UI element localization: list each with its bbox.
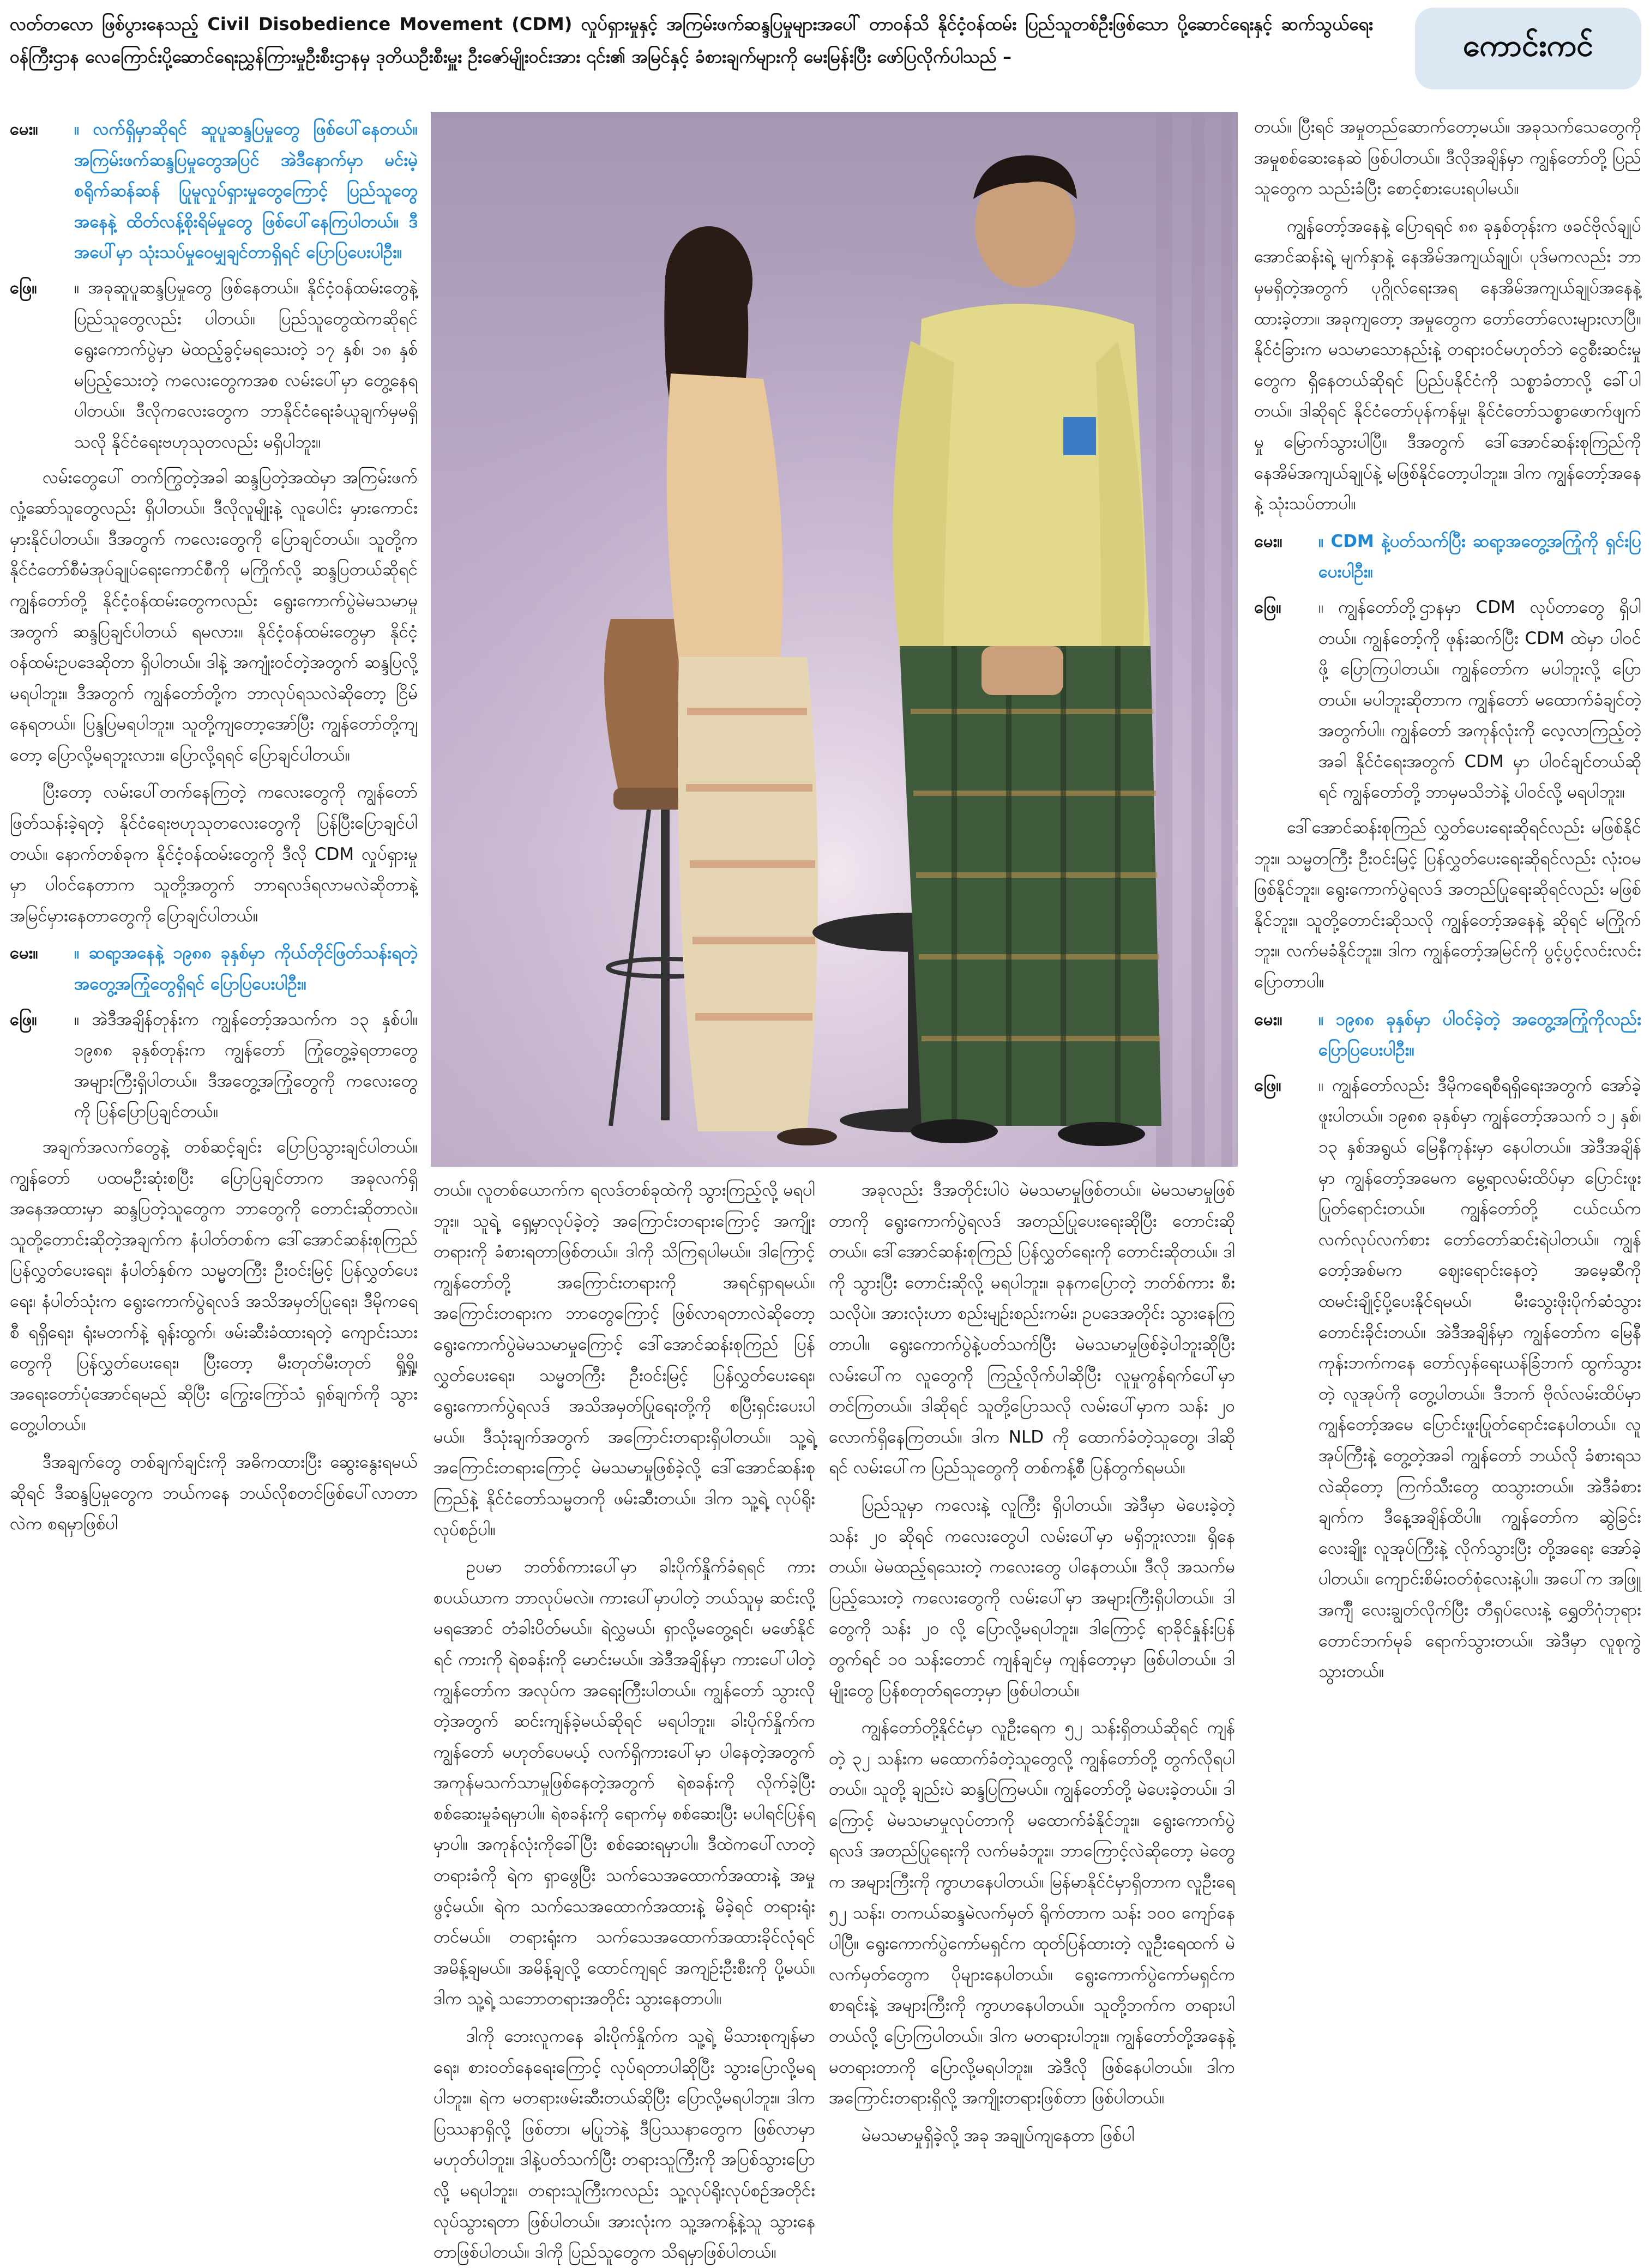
answer-text: ။ ကျွန်တော်လည်း ဒီမိုကရေစီရရှိရေးအတွက် အော်ခဲ့ဖူးပါတယ်။ ၁၉၈၈ ခုနှစ်မှာ ကျွန်တော့်အသက် ၁၂ နှစ်၊ ၁၃ နှစ်အရွယ် မြေနီကုန်းမှာ နေပါတယ်။ အဲဒီအချိန်မှာ ကျွန်တော့်အမေက မွေ့ရာလမ်းထိပ်မှာ ပြောင်းဖူးပြုတ်ရောင်းတယ်။ ကျွန်တော်တို့ ငယ်ငယ်က လက်လုပ်လက်စား တော်တော်ဆင်းရဲပါတယ်။ ကျွန်တော့်အစ်မက ဈေးရောင်းနေတဲ့ အမေ့ဆီကို ထမင်းချိုင့်ပို့ပေးနိုင်ရမယ်၊ မီးသွေးဖိုးပိုက်ဆံသွားတောင်းခိုင်းတယ်။ အဲဒီအချိန်မှာ ကျွန်တော်က မြေနီကုန်းဘက်ကနေ တော်လှန်ရေးယန်ခြံဘက် ထွက်သွားတဲ့ လူအုပ်ကို တွေ့ပါတယ်။ ဒီဘက် ဗိုလ်လမ်းထိပ်မှာ ကျွန်တော့်အမေ ပြောင်းဖူးပြုတ်ရောင်းနေပါတယ်။ လူအုပ်ကြီးနဲ့ တွေ့တဲ့အခါ ကျွန်တော် ဘယ်လို ခံစားရသလဲဆိုတော့ ကြက်သီးတွေ ထသွားတယ်။ အဲဒီခံစားချက်က ဒီနေ့အချိန်ထိပါ။ ကျွန်တော်က ဆွဲခြင်းလေးချိုး လူအုပ်ကြီးနဲ့ လိုက်သွားပြီး တို့အရေး အော်ခဲ့ပါတယ်။ ကျောင်းစိမ်းဝတ်စုံလေးနဲ့ပါ။ အပေါ်က အဖြူအက်ျီ လေးချွတ်လိုက်ပြီး တီရှပ်လေးနဲ့ ရွှေတိဂုံဘုရား တောင်ဘက်မုခ် ရောက်သွားတယ်။ အဲဒီမှာ လူစုကွဲသွားတယ်။: [1318, 1075, 1641, 1682]
question-label: မေး။: [1254, 531, 1282, 551]
paragraph: အချက်အလက်တွေနဲ့ တစ်ဆင့်ချင်း ပြောပြသွားချင်ပါတယ်။ ကျွန်တော် ပထမဦးဆုံးစပြီး ပြောပြချင်တာက အခုလက်ရှိအနေအထားမှာ ဆန္ဒပြတဲ့သူတွေက ဘာတွေကို တောင်းဆိုတာလဲ။ သူတို့တောင်းဆိုတဲ့အချက်က နံပါတ်တစ်က ဒေါ်အောင်ဆန်းစုကြည် ပြန်လွှတ်ပေးရေး၊ နံပါတ်နှစ်က သမ္မတကြီး ဦးဝင်းမြင့် ပြန်လွှတ်ပေးရေး၊ နံပါတ်သုံးက ရွေးကောက်ပွဲရလဒ် အသိအမှတ်ပြုရေး၊ ဒီမိုကရေစီ ရရှိရေး၊ ရုံးမတက်နဲ့ ရုန်းထွက်၊ ဖမ်းဆီးခံထားရတဲ့ ကျောင်းသားတွေကို ပြန်လွှတ်ပေးရေး၊ ပြီးတော့ မီးတုတ်မီးတုတ် ရှို့ရှို့၊ အရေးတော်ပုံအောင်ရမည် ဆိုပြီး ကြွေးကြော်သံ ရှစ်ချက်ကို သွားတွေ့ပါတယ်။: [10, 1137, 418, 1435]
paragraph: တယ်။ လူတစ်ယောက်က ရလဒ်တစ်ခုထဲကို သွားကြည့်လို့ မရပါဘူး။ သူရဲ့ ရှေ့မှာလုပ်ခဲ့တဲ့ အကြောင်းတရားကြောင့် အကျိုးတရားကို ခံစားရတာဖြစ်တယ်။ ဒါကို သိကြရပါမယ်။ ဒါကြောင့် ကျွန်တော်တို့ အကြောင်းတရားကို အရင်ရှာရမယ်။ အကြောင်းတရားက ဘာတွေကြောင့် ဖြစ်လာရတာလဲဆိုတော့ ရွေးကောက်ပွဲမဲမသမာမှုကြောင့် ဒေါ်အောင်ဆန်းစုကြည် ပြန်လွှတ်ပေးရေး၊ သမ္မတကြီး ဦးဝင်းမြင့် ပြန်လွှတ်ပေးရေး၊ ရွေးကောက်ပွဲရလဒ် အသိအမှတ်ပြုရေးတို့ကို စပြီးရှင်းပေးပါမယ်။ ဒီသုံးချက်အတွက် အကြောင်းတရားရှိပါတယ်။ သူ့ရဲ့အကြောင်းတရားကြောင့် မဲမသမာမှုဖြစ်ခဲ့လို့ ဒေါ်အောင်ဆန်းစုကြည်နဲ့ နိုင်ငံတော်သမ္မတကို ဖမ်းဆီးတယ်။ ဒါက သူ့ရဲ့ လုပ်ရိုးလုပ်စဉ်ပါ။: [433, 1180, 815, 1540]
section-tag: ကောင်းကင်: [1415, 8, 1641, 89]
paragraph: ပြည်သူမှာ ကလေးနဲ့ လူကြီး ရှိပါတယ်။ အဲဒီမှာ မဲပေးခဲ့တဲ့ သန်း ၂၀ ဆိုရင် ကလေးတွေပါ လမ်းပေါ်မှာ မရှိဘူးလား။ ရှိနေတယ်။ မဲမထည့်ရသေးတဲ့ ကလေးတွေ ပါနေတယ်။ ဒီလို အသက်မပြည့်သေးတဲ့ ကလေးတွေကို လမ်းပေါ်မှာ အများကြီးရှိပါတယ်။ ဒါတွေကို သန်း ၂၀ လို့ ပြောလို့မရပါဘူး။ ဒါကြောင့် ရာခိုင်နှုန်းပြန်တွက်ရင် ၁၀ သန်းတောင် ကျန်ချင်မှ ကျန်တော့မှာ ဖြစ်ပါတယ်။ ဒါမျိုးတွေ ပြန်စတုတ်ရတော့မှာ ဖြစ်ပါတယ်။: [829, 1495, 1235, 1700]
answer-block: [10, 1004, 418, 1127]
paragraph: ပြီးတော့ လမ်းပေါ်တက်နေကြတဲ့ ကလေးတွေကို ကျွန်တော် ဖြတ်သန်းခဲ့ရတဲ့ နိုင်ငံရေးဗဟုသုတလေးတွေကို ပြန်ပြီးပြောချင်ပါတယ်။ နောက်တစ်ခုက နိုင်ငံ့ဝန်ထမ်းတွေကို ဒီလို CDM လှုပ်ရှားမှုမှာ ပါဝင်နေတာက သူတို့အတွက် ဘာရလဒ်ရလာမလဲဆိုတာနဲ့ အမြင်မှားနေတာတွေကို ပြောချင်ပါတယ်။: [10, 782, 418, 926]
question-block: [1254, 526, 1641, 588]
answer-block: [10, 273, 418, 458]
paragraph: ဒီအချက်တွေ တစ်ချက်ချင်းကို အဓိကထားပြီး ဆွေးနွေးရမယ်ဆိုရင် ဒီဆန္ဒပြမှုတွေက ဘယ်ကနေ ဘယ်လိုစတင်ဖြစ်ပေါ်လာတာလဲက စရမှာဖြစ်ပါ: [10, 1452, 418, 1534]
answer-text: ။ အဲဒီအချိန်တုန်းက ကျွန်တော့်အသက်က ၁၃ နှစ်ပါ။ ၁၉၈၈ ခုနှစ်တုန်းက ကျွန်တော် ကြုံတွေ့ခဲ့ရတာတွေ အများကြီးရှိပါတယ်။ ဒီအတွေ့အကြုံတွေကို ကလေးတွေကို ပြန်ပြောပြချင်တယ်။: [74, 1009, 418, 1122]
column-3: [829, 1175, 1235, 2145]
question-label: မေး။: [1254, 1009, 1282, 1029]
question-label: မေး။: [10, 119, 38, 139]
paragraph: ကျွန်တော့်အနေနဲ့ ပြောရရင် ၈၈ ခုနှစ်တုန်းက ဖခင်ဗိုလ်ချုပ်အောင်ဆန်းရဲ့ မျက်နှာနဲ့ နေအိမ်အကျယ်ချုပ်၊ ပုဒ်မကလည်း ဘာမှမရှိတဲ့အတွက် ပုဂ္ဂိုလ်ရေးအရ နေအိမ်အကျယ်ချုပ်အနေနဲ့ ထားခဲ့တာ။ အခုကျတော့ အမှုတွေက တော်တော်လေးများလာပြီ။ နိုင်ငံခြားက မသမာသောနည်းနဲ့ တရားဝင်မဟုတ်ဘဲ ငွေစီးဆင်းမှုတွေက ရှိနေတယ်ဆိုရင် ပြည်ပနိုင်ငံကို သစ္စာခံတာလို့ ခေါ်ပါတယ်။ ဒါဆိုရင် နိုင်ငံတော်ပုန်ကန်မှု၊ နိုင်ငံတော်သစ္စာဖောက်ဖျက်မှု မြောက်သွားပါပြီ။ ဒီအတွက် ဒေါ်အောင်ဆန်းစုကြည်ကို နေအိမ်အကျယ်ချုပ်နဲ့ မဖြစ်နိုင်တော့ပါဘူး။ ဒါက ကျွန်တော့်အနေနဲ့ သုံးသပ်တာပါ။: [1254, 216, 1641, 514]
answer-block: [1254, 1070, 1641, 1687]
question-text: ။ ၁၉၈၈ ခုနှစ်မှာ ပါဝင်ခဲ့တဲ့ အတွေ့အကြုံကိုလည်း ပြောပြပေးပါဦး။: [1318, 1009, 1641, 1060]
paragraph: မဲမသမာမှုရှိခဲ့လို့ အခု အချုပ်ကျနေတာ ဖြစ်ပါ: [862, 2125, 1135, 2145]
answer-label: ဖြေ။: [10, 1009, 37, 1029]
column-2: [433, 1175, 815, 2263]
column-1: [10, 112, 418, 2017]
answer-text: ။ ကျွန်တော်တို့ဌာနမှာ CDM လုပ်တာတွေ ရှိပါတယ်။ ကျွန်တော့်ကို ဖုန်းဆက်ပြီး CDM ထဲမှာ ပါဝင်ဖို့ ပြောကြပါတယ်။ ကျွန်တော်က မပါဘူးလို့ ပြောတယ်။ မပါဘူးဆိုတာက ကျွန်တော် မထောက်ခံချင်တဲ့အတွက်ပါ။ ကျွန်တော် အကုန်လုံးကို လေ့လာကြည့်တဲ့အခါ နိုင်ငံရေးအတွက် CDM မှာ ပါဝင်ချင်တယ်ဆိုရင် ကျွန်တော်တို့ ဘာမှမသိဘဲနဲ့ ပါဝင်လို့ မရပါဘူး။: [1318, 597, 1641, 803]
question-text: ။ ဆရာ့အနေနဲ့ ၁၉၈၈ ခုနှစ်မှာ ကိုယ်တိုင်ဖြတ်သန်းရတဲ့ အတွေ့အကြုံတွေရှိရင် ပြောပြပေးပါဦး။: [74, 943, 418, 994]
answer-label: ဖြေ။: [10, 278, 37, 298]
column-4: [1254, 112, 1641, 2017]
question-text: ။ CDM နဲ့ပတ်သက်ပြီး ဆရာ့အတွေ့အကြုံကို ရှင်းပြပေးပါဦး။: [1318, 531, 1641, 582]
question-block: [10, 114, 418, 268]
question-label: မေး။: [10, 943, 38, 963]
answer-label: ဖြေ။: [1254, 597, 1281, 617]
question-block: [10, 938, 418, 999]
answer-block: [1254, 592, 1641, 808]
paragraph: ဒါကို ဘေးလူကနေ ခါးပိုက်နှိုက်က သူ့ရဲ့ မိသားစုကျန်မာရေး၊ စားဝတ်နေရေးကြောင့် လုပ်ရတာပါဆိုပြီး သွားပြောလို့မရပါဘူး။ ရဲက မတရားဖမ်းဆီးတယ်ဆိုပြီး ပြောလို့မရပါဘူး။ ဒါက ပြဿနာရှိလို့ ဖြစ်တာ၊ မပြုဘဲနဲ့ ဒီပြဿနာတွေက ဖြစ်လာမှာမဟုတ်ပါဘူး။ ဒါနဲ့ပတ်သက်ပြီး တရားသူကြီးကို အပြစ်သွားပြောလို့ မရပါဘူး။ တရားသူကြီးကလည်း သူ့လုပ်ရိုးလုပ်စဉ်အတိုင်း လုပ်သွားရတာ ဖြစ်ပါတယ်။ အားလုံးက သူ့အကန့်နဲ့သူ သွားနေတာဖြစ်ပါတယ်။ ဒါကို ပြည်သူတွေက သိရမှာဖြစ်ပါတယ်။: [433, 2026, 815, 2263]
paragraph: လမ်းတွေပေါ် တက်ကြွတဲ့အခါ ဆန္ဒပြတဲ့အထဲမှာ အကြမ်းဖက်လှုံ့ဆော်သူတွေလည်း ရှိပါတယ်။ ဒီလိုလူမျိုးနဲ့ လူပေါင်း မှားကောင်းမှားနိုင်ပါတယ်။ ဒီအတွက် ကလေးတွေကို ပြောချင်တယ်။ သူတို့က နိုင်ငံတော်စီမံအုပ်ချုပ်ရေးကောင်စီကို မကြိုက်လို့ ဆန္ဒပြတယ်ဆိုရင် ကျွန်တော်တို့ နိုင်ငံ့ဝန်ထမ်းတွေကလည်း ရွေးကောက်ပွဲမဲမသမာမှုအတွက် ဆန္ဒပြချင်ပါတယ် ရမလား။ နိုင်ငံ့ဝန်ထမ်းတွေမှာ နိုင်ငံ့ဝန်ထမ်းဥပဒေဆိုတာ ရှိပါတယ်။ ဒါနဲ့ အကျုံးဝင်တဲ့အတွက် ဆန္ဒပြလို့မရပါဘူး။ ဒီအတွက် ကျွန်တော်တို့က ဘာလုပ်ရသလဲဆိုတော့ ငြိမ်နေရတယ်။ ပြန္ဒပြမရပါဘူး။ သူတို့ကျတော့အော်ပြီး ကျွန်တော်တို့ကျတော့ ပြောလို့မရဘူးလား။ ပြောလို့ရရင် ပြောချင်ပါတယ်။: [10, 467, 418, 765]
question-block: [1254, 1004, 1641, 1066]
paragraph: တယ်။ ပြီးရင် အမှုတည်ဆောက်တော့မယ်။ အခုသက်သေတွေကို အမှုစစ်ဆေးနေဆဲ ဖြစ်ပါတယ်။ ဒီလိုအချိန်မှာ ကျွန်တော်တို့ ပြည်သူတွေက သည်းခံပြီး စောင့်စားပေးရပါမယ်။: [1254, 117, 1641, 199]
article-intro: လတ်တလော ဖြစ်ပွားနေသည့် Civil Disobedience Movement (CDM) လှုပ်ရှားမှုနှင့် အကြမ်းဖက်ဆန္ဒပြမှုများအပေါ် တာဝန်သိ နိုင်ငံ့ဝန်ထမ်း ပြည်သူတစ်ဦးဖြစ်သော ပို့ဆောင်ရေးနှင့် ဆက်သွယ်ရေးဝန်ကြီးဌာန လေကြောင်းပို့ဆောင်ရေးညွှန်ကြားမှုဦးစီးဌာနမှ ဒုတိယဦးစီးမှူး ဦးဇော်မျိုးဝင်းအား ၎င်း၏ အမြင်နှင့် ခံစားချက်များကို မေးမြန်းပြီး ဖော်ပြလိုက်ပါသည် –: [10, 14, 1374, 67]
paragraph: ဒေါ်အောင်ဆန်းစုကြည် လွှတ်ပေးရေးဆိုရင်လည်း မဖြစ်နိုင်ဘူး။ သမ္မတကြီး ဦးဝင်းမြင့် ပြန်လွှတ်ပေးရေးဆိုရင်လည်း လုံးဝမဖြစ်နိုင်ဘူး။ ရွေးကောက်ပွဲရလဒ် အတည်ပြုရေးဆိုရင်လည်း မဖြစ်နိုင်ဘူး။ သူတို့တောင်းဆိုသလို ကျွန်တော့်အနေနဲ့ ဆိုရင် မကြိုက်ဘူး။ လက်မခံနိုင်ဘူး။ ဒါက ကျွန်တော့်အမြင်ကို ပွင့်ပွင့်လင်းလင်း ပြောတာပါ။: [1254, 818, 1641, 992]
interview-illustration: [431, 112, 1238, 1167]
answer-label: ဖြေ။: [1254, 1075, 1281, 1095]
paragraph: ကျွန်တော်တို့နိုင်ငံမှာ လူဦးရေက ၅၂ သန်းရှိတယ်ဆိုရင် ကျန်တဲ့ ၃၂ သန်းက မထောက်ခံတဲ့သူတွေလို့ ကျွန်တော်တို့ တွက်လိုရပါတယ်။ သူတို့ ချည်းပဲ ဆန္ဒပြကြမယ်။ ကျွန်တော်တို့ မဲပေးခဲ့တယ်။ ဒါကြောင့် မဲမသမာမှုလုပ်တာကို မထောက်ခံနိုင်ဘူး။ ရွေးကောက်ပွဲရလဒ် အတည်ပြုရေးကို လက်မခံဘူး။ ဘာကြောင့်လဲဆိုတော့ မဲတွေက အများကြီးကို ကွာဟနေပါတယ်။ မြန်မာနိုင်ငံမှာရှိတာက လူဦးရေ ၅၂ သန်း၊ တကယ်ဆန္ဒမဲလက်မှတ် ရိုက်တာက သန်း ၁၀၀ ကျော်နေပါပြီ။ ရွေးကောက်ပွဲကော်မရှင်က ထုတ်ပြန်ထားတဲ့ လူဦးရေထက် မဲလက်မှတ်တွေက ပိုများနေပါတယ်။ ရွေးကောက်ပွဲကော်မရှင်က စာရင်းနဲ့ အများကြီးကို ကွာဟနေပါတယ်။ သူတို့ဘက်က တရားပါတယ်လို့ ပြောကြပါတယ်။ ဒါက မတရားပါဘူး။ ကျွန်တော်တို့အနေနဲ့ မတရားတာကို ပြောလို့မရပါဘူး။ အဲဒီလို ဖြစ်နေပါတယ်။ ဒါက အကြောင်းတရားရှိလို့ အကျိုးတရားဖြစ်တာ ဖြစ်ပါတယ်။: [829, 1718, 1235, 2108]
paragraph: ဥပမာ ဘတ်စ်ကားပေါ်မှာ ခါးပိုက်နှိုက်ခံရရင် ကားစပယ်ယာက ဘာလုပ်မလဲ။ ကားပေါ်မှာပါတဲ့ ဘယ်သူမှ ဆင်းလို့မရအောင် တံခါးပိတ်မယ်။ ရဲလွှမယ်၊ ရှာလို့မတွေ့ရင်၊ မဖော်နိုင်ရင် ကားကို ရဲစခန်းကို မောင်းမယ်။ အဲဒီအချိန်မှာ ကားပေါ်ပါတဲ့ ကျွန်တော်က အလုပ်က အရေးကြီးပါတယ်။ ကျွန်တော် သွားလိုတဲ့အတွက် ဆင်းကျန်ခဲ့မယ်ဆိုရင် မရပါဘူး။ ခါးပိုက်နှိုက်က ကျွန်တော် မဟုတ်ပေမယ့် လက်ရှိကားပေါ်မှာ ပါနေတဲ့အတွက် အကုန်မသက်သာမှုဖြစ်နေတဲ့အတွက် ရဲစခန်းကို လိုက်ခဲ့ပြီး စစ်ဆေးမှုခံရမှာပါ။ ရဲစခန်းကို ရောက်မှ စစ်ဆေးပြီး မပါရင်ပြန်ရမှာပါ။ အကုန်လုံးကိုခေါ်ပြီး စစ်ဆေးရမှာပါ။ ဒီထဲကပေါ်လာတဲ့ တရားခံကို ရဲက ရှာဖွေပြီး သက်သေအထောက်အထားနဲ့ အမှုဖွင့်မယ်။ ရဲက သက်သေအထောက်အထားနဲ့ မိခဲ့ရင် တရားရုံးတင်မယ်။ တရားရုံးက သက်သေအထောက်အထားခိုင်လုံရင် အမိန့်ချမယ်။ အမိန့်ချလို့ ထောင်ကျရင် အကျဉ်းဦးစီးကို ပို့မယ်။ ဒါက သူ့ရဲ့ သဘောတရားအတိုင်း သွားနေတာပါ။: [433, 1557, 815, 2009]
question-text: ။ လက်ရှိမှာဆိုရင် ဆူပူဆန္ဒပြမှုတွေ ဖြစ်ပေါ်နေတယ်။ အကြမ်းဖက်ဆန္ဒပြမှုတွေအပြင် အဲဒီနောက်မှာ မင်းမဲ့စရိုက်ဆန်ဆန် ပြုမူလှုပ်ရှားမှုတွေကြောင့် ပြည်သူတွေအနေနဲ့ ထိတ်လန့်စိုးရိမ်မှုတွေ ဖြစ်ပေါ်နေကြပါတယ်။ ဒီအပေါ်မှာ သုံးသပ်မှုဝေမျှချင်တာရှိရင် ပြောပြပေးပါဦး။: [74, 119, 418, 263]
interview-photo: [431, 112, 1238, 1167]
answer-text: ။ အခုဆူပူဆန္ဒပြမှုတွေ ဖြစ်နေတယ်။ နိုင်ငံ့ဝန်ထမ်းတွေနဲ့ ပြည်သူတွေလည်း ပါတယ်။ ပြည်သူတွေထဲကဆိုရင် ရွေးကောက်ပွဲမှာ မဲထည့်ခွင့်မရသေးတဲ့ ၁၇ နှစ်၊ ၁၈ နှစ် မပြည့်သေးတဲ့ ကလေးတွေကအစ လမ်းပေါ်မှာ တွေ့နေရပါတယ်။ ဒီလိုကလေးတွေက ဘာနိုင်ငံရေးခံယူချက်မှမရှိသလို နိုင်ငံရေးဗဟုသုတလည်း မရှိပါဘူး။: [74, 278, 418, 452]
paragraph: အခုလည်း ဒီအတိုင်းပါပဲ မဲမသမာမှုဖြစ်တယ်။ မဲမသမာမှုဖြစ်တာကို ရွေးကောက်ပွဲရလဒ် အတည်ပြုပေးရေးဆိုပြီး တောင်းဆိုတယ်။ ဒေါ်အောင်ဆန်းစုကြည် ပြန်လွှတ်ရေးကို တောင်းဆိုတယ်။ ဒါကို သွားပြီး တောင်းဆိုလို့ မရပါဘူး။ ခုနကပြောတဲ့ ဘတ်စ်ကား စီးသလိုပဲ။ အားလုံးဟာ စည်းမျဉ်းစည်းကမ်း၊ ဥပဒေအတိုင်း သွားနေကြတာပါ။ ရွေးကောက်ပွဲနဲ့ပတ်သက်ပြီး မဲမသမာမှုဖြစ်ခဲ့ပါဘူးဆိုပြီး လမ်းပေါ်က လူတွေကို ကြည့်လိုက်ပါဆိုပြီး လူမှုကွန်ရက်ပေါ်မှာ တင်ကြတယ်။ ဒါဆိုရင် သူတို့ပြောသလို လမ်းပေါ်မှာက သန်း ၂၀ လောက်ရှိနေကြတယ်။ ဒါက NLD ကို ထောက်ခံတဲ့သူတွေ၊ ဒါဆိုရင် လမ်းပေါ်က ပြည်သူတွေကို တစ်ကန့်စီ ပြန်တွက်ရမယ်။: [829, 1180, 1235, 1478]
